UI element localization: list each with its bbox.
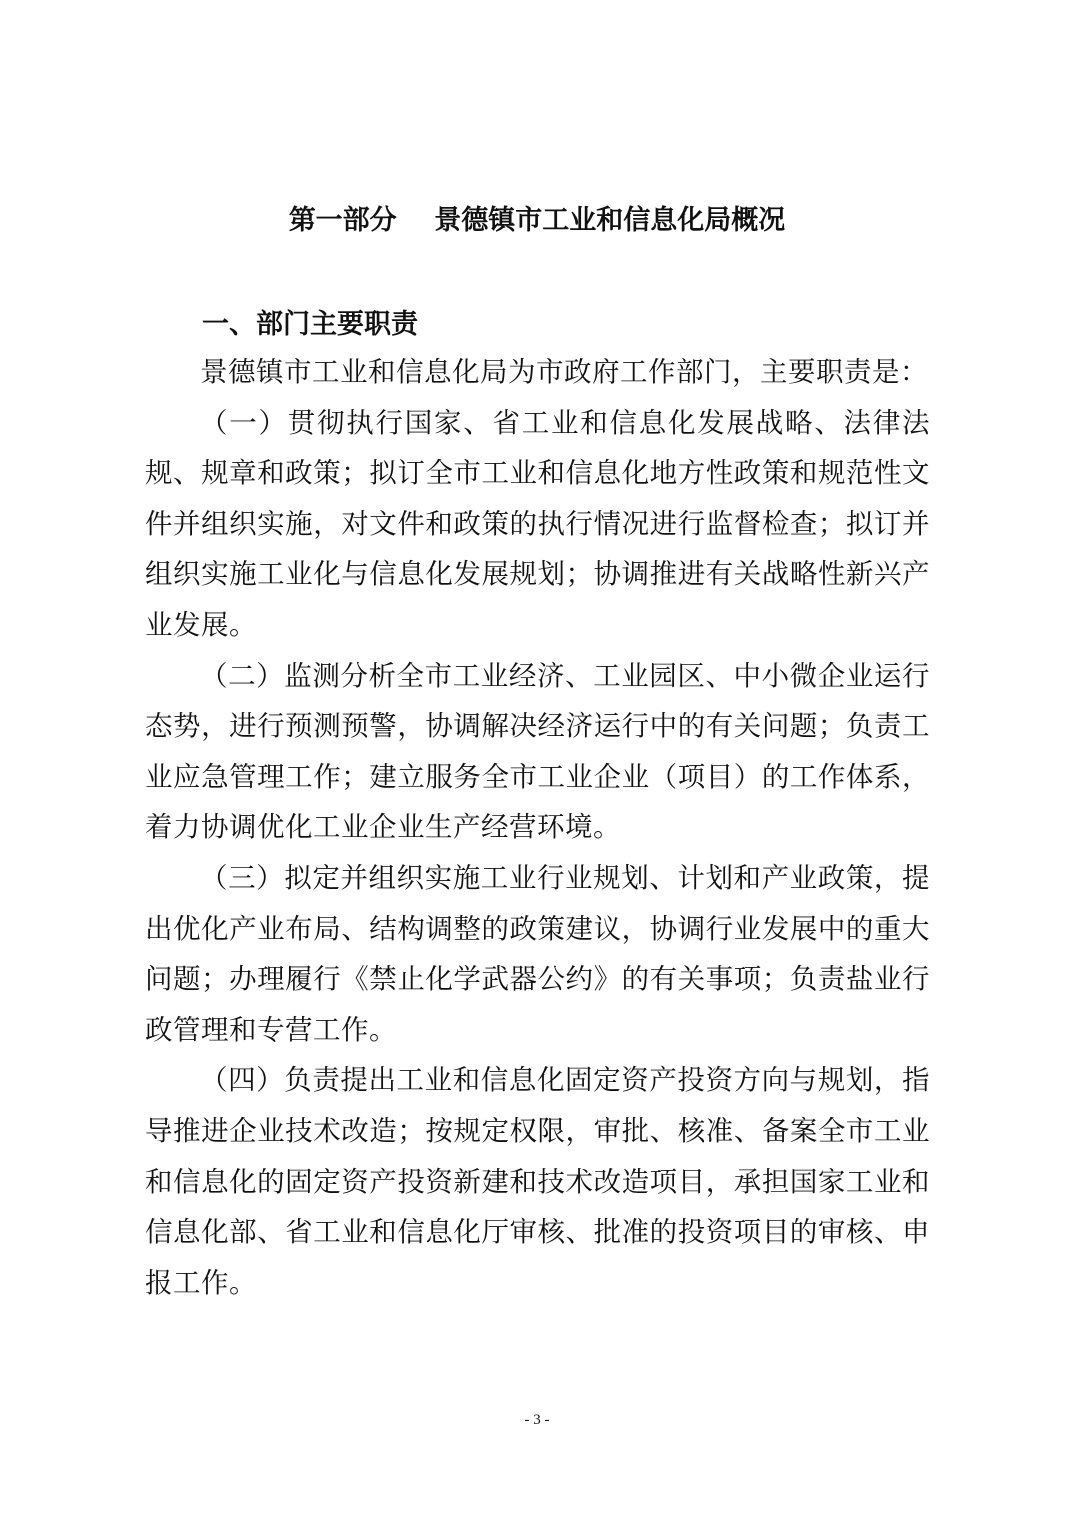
paragraph-duty-4: （四）负责提出工业和信息化固定资产投资方向与规划，指导推进企业技术改造；按规定权限，审批、核准、备案全市工业和信息化的固定资产投资新建和技术改造项目，承担国家工业和信息化部、省工业和信息化厅审核、批准的投资项目的审核、申报工作。 (145, 1064, 930, 1299)
section-heading: 一、部门主要职责 (202, 309, 418, 340)
paragraph-duty-2: （二）监测分析全市工业经济、工业园区、中小微企业运行态势，进行预测预警，协调解决经济运行中的有关问题；负责工业应急管理工作；建立服务全市工业企业（项目）的工作体系，着力协调优化工业企业生产经营环境。 (145, 659, 930, 844)
document-title: 第一部分 景德镇市工业和信息化局概况 (288, 205, 786, 236)
paragraph-intro: 景德镇市工业和信息化局为市政府工作部门，主要职责是： (200, 356, 928, 388)
paragraph-duty-1: （一）贯彻执行国家、省工业和信息化发展战略、法律法规、规章和政策；拟订全市工业和信息化地方性政策和规范性文件并组织实施，对文件和政策的执行情况进行监督检查；拟订并组织实施工业化与信息化发展规划；协调推进有关战略性新兴产业发展。 (145, 406, 930, 641)
document-body (145, 347, 930, 1308)
paragraph-duty-3: （三）拟定并组织实施工业行业规划、计划和产业政策，提出优化产业布局、结构调整的政策建议，协调行业发展中的重大问题；办理履行《禁止化学武器公约》的有关事项；负责盐业行政管理和专营工作。 (145, 861, 930, 1046)
page-number: - 3 - (524, 1412, 550, 1428)
